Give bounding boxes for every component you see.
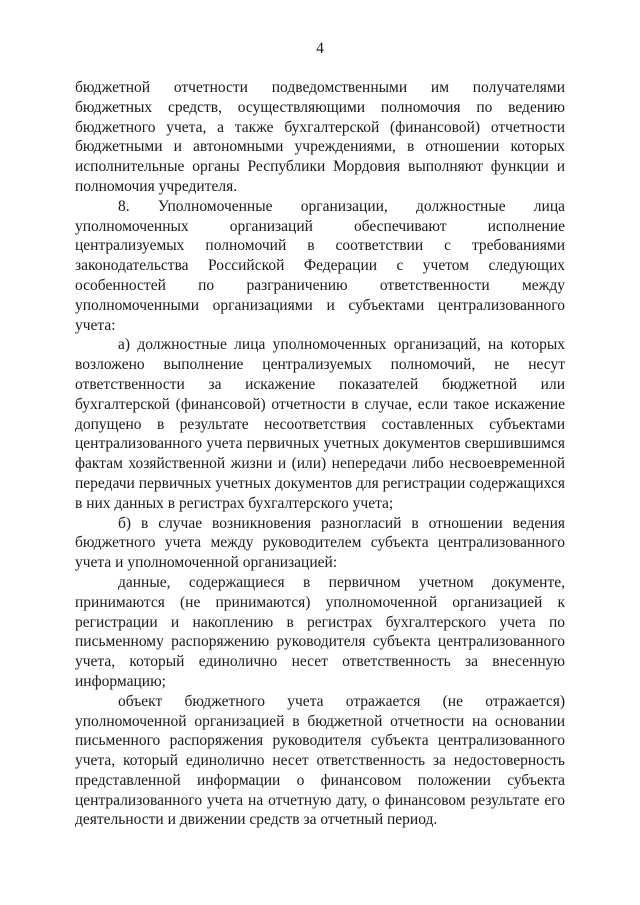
paragraph-source-data: данные, содержащиеся в первичном учетном документе, принимаются (не принимаются) уполномоченной организацией к регистрации и накоплению в регистрах бухгалтерского учета по письменному распоряжению руководителя субъекта централизованного учета, который единолично несет ответственность за внесенную информацию;	[75, 573, 565, 690]
paragraph-subitem-a: а) должностные лица уполномоченных организаций, на которых возложено выполнение централизуемых полномочий, не несут ответственности за искажение показателей бюджетной или бухгалтерской (финансовой) отчетности в случае, если такое искажение допущено в результате несоответствия составленных субъектами централизованного учета первичных учетных документов свершившимся фактам хозяйственной жизни и (или) непередачи либо несвоевременной передачи первичных учетных документов для регистрации содержащихся в них данных в регистрах бухгалтерского учета;	[75, 336, 565, 512]
page-number: 4	[316, 40, 324, 57]
paragraph-continuation: бюджетной отчетности подведомственными им получателями бюджетных средств, осуществляющими полномочия по ведению бюджетного учета, а также бухгалтерской (финансовой) отчетности бюджетными и автономными учреждениями, в отношении которых исполнительные органы Республики Мордовия выполняют функции и полномочия учредителя.	[75, 79, 565, 195]
paragraph-subitem-b: б) в случае возникновения разногласий в отношении ведения бюджетного учета между руководителем субъекта централизованного учета и уполномоченной организацией:	[75, 514, 565, 572]
paragraph-accounting-object: объект бюджетного учета отражается (не отражается) уполномоченной организацией в бюджетной отчетности на основании письменного распоряжения руководителя субъекта централизованного учета, который единолично несет ответственность за недостоверность представленной информации о финансовом положении субъекта централизованного учета на отчетную дату, о финансовом результате его деятельности и движении средств за отчетный период.	[75, 692, 565, 829]
document-body	[75, 78, 565, 830]
paragraph-item-8: 8. Уполномоченные организации, должностные лица уполномоченных организаций обеспечивают исполнение централизуемых полномочий в соответствии с требованиями законодательства Российской Федерации с учетом следующих особенностей по разграничению ответственности между уполномоченными организациями и субъектами централизованного учета:	[75, 197, 565, 334]
